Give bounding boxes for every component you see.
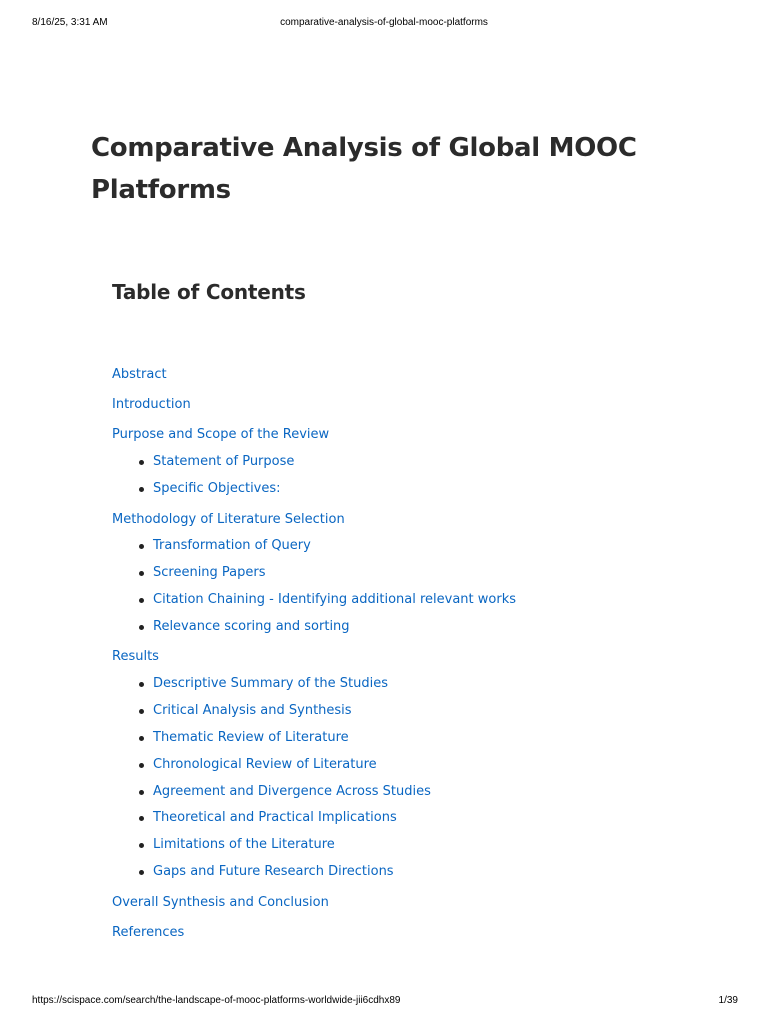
toc-item bbox=[112, 511, 345, 529]
print-header bbox=[0, 17, 768, 31]
toc-link[interactable]: References bbox=[112, 925, 185, 940]
print-url: https://scispace.com/search/the-landscape-of-mooc-platforms-worldwide-jii6cdhx89 bbox=[32, 995, 401, 1006]
toc-item bbox=[112, 648, 159, 666]
table-of-contents bbox=[112, 276, 672, 940]
toc-subitem bbox=[153, 675, 388, 693]
toc-link[interactable]: Abstract bbox=[112, 367, 167, 382]
toc-subitem bbox=[153, 591, 516, 609]
toc-subitem bbox=[153, 756, 377, 774]
bullet-icon bbox=[139, 870, 144, 875]
toc-subitem bbox=[153, 618, 350, 636]
bullet-icon bbox=[139, 487, 144, 492]
toc-subitem bbox=[153, 783, 431, 801]
toc-item bbox=[112, 894, 329, 912]
toc-link[interactable]: Limitations of the Literature bbox=[153, 837, 335, 852]
toc-link[interactable]: Results bbox=[112, 649, 159, 664]
toc-subitem bbox=[153, 453, 294, 471]
toc-link[interactable]: Purpose and Scope of the Review bbox=[112, 427, 330, 442]
toc-link[interactable]: Statement of Purpose bbox=[153, 454, 295, 469]
toc-subitem bbox=[153, 702, 352, 720]
bullet-icon bbox=[139, 843, 144, 848]
toc-link[interactable]: Chronological Review of Literature bbox=[153, 757, 377, 772]
toc-link[interactable]: Methodology of Literature Selection bbox=[112, 512, 345, 527]
toc-item bbox=[112, 366, 167, 384]
bullet-icon bbox=[139, 682, 144, 687]
bullet-icon bbox=[139, 790, 144, 795]
bullet-icon bbox=[139, 763, 144, 768]
print-page-number: 1/39 bbox=[718, 995, 738, 1006]
bullet-icon bbox=[139, 709, 144, 714]
toc-subitem bbox=[153, 836, 335, 854]
toc-subitem bbox=[153, 863, 394, 881]
bullet-icon bbox=[139, 598, 144, 603]
toc-item bbox=[112, 426, 329, 444]
toc-subitem bbox=[153, 537, 311, 555]
toc-heading: Table of Contents bbox=[112, 280, 306, 304]
toc-link[interactable]: Transformation of Query bbox=[153, 538, 311, 553]
toc-subitem bbox=[153, 729, 349, 747]
toc-link[interactable]: Gaps and Future Research Directions bbox=[153, 864, 394, 879]
toc-link[interactable]: Introduction bbox=[112, 397, 191, 412]
toc-link[interactable]: Specific Objectives: bbox=[153, 481, 281, 496]
toc-link[interactable]: Citation Chaining - Identifying additional relevant works bbox=[153, 592, 517, 607]
bullet-icon bbox=[139, 571, 144, 576]
bullet-icon bbox=[139, 736, 144, 741]
toc-item bbox=[112, 396, 191, 414]
toc-link[interactable]: Thematic Review of Literature bbox=[153, 730, 349, 745]
toc-link[interactable]: Descriptive Summary of the Studies bbox=[153, 676, 388, 691]
toc-link[interactable]: Overall Synthesis and Conclusion bbox=[112, 895, 329, 910]
toc-subitem bbox=[153, 480, 281, 498]
toc-link[interactable]: Agreement and Divergence Across Studies bbox=[153, 784, 431, 799]
toc-link[interactable]: Theoretical and Practical Implications bbox=[153, 810, 397, 825]
bullet-icon bbox=[139, 625, 144, 630]
toc-link[interactable]: Relevance scoring and sorting bbox=[153, 619, 350, 634]
print-footer bbox=[0, 995, 768, 1009]
bullet-icon bbox=[139, 544, 144, 549]
toc-link[interactable]: Critical Analysis and Synthesis bbox=[153, 703, 352, 718]
toc-link[interactable]: Screening Papers bbox=[153, 565, 266, 580]
toc-subitem bbox=[153, 564, 266, 582]
toc-subitem bbox=[153, 809, 397, 827]
bullet-icon bbox=[139, 460, 144, 465]
toc-item bbox=[112, 924, 184, 942]
print-date: 8/16/25, 3:31 AM bbox=[32, 17, 108, 28]
bullet-icon bbox=[139, 816, 144, 821]
document-title: Comparative Analysis of Global MOOC Platforms bbox=[91, 133, 637, 205]
print-page-title: comparative-analysis-of-global-mooc-platforms bbox=[280, 17, 488, 28]
